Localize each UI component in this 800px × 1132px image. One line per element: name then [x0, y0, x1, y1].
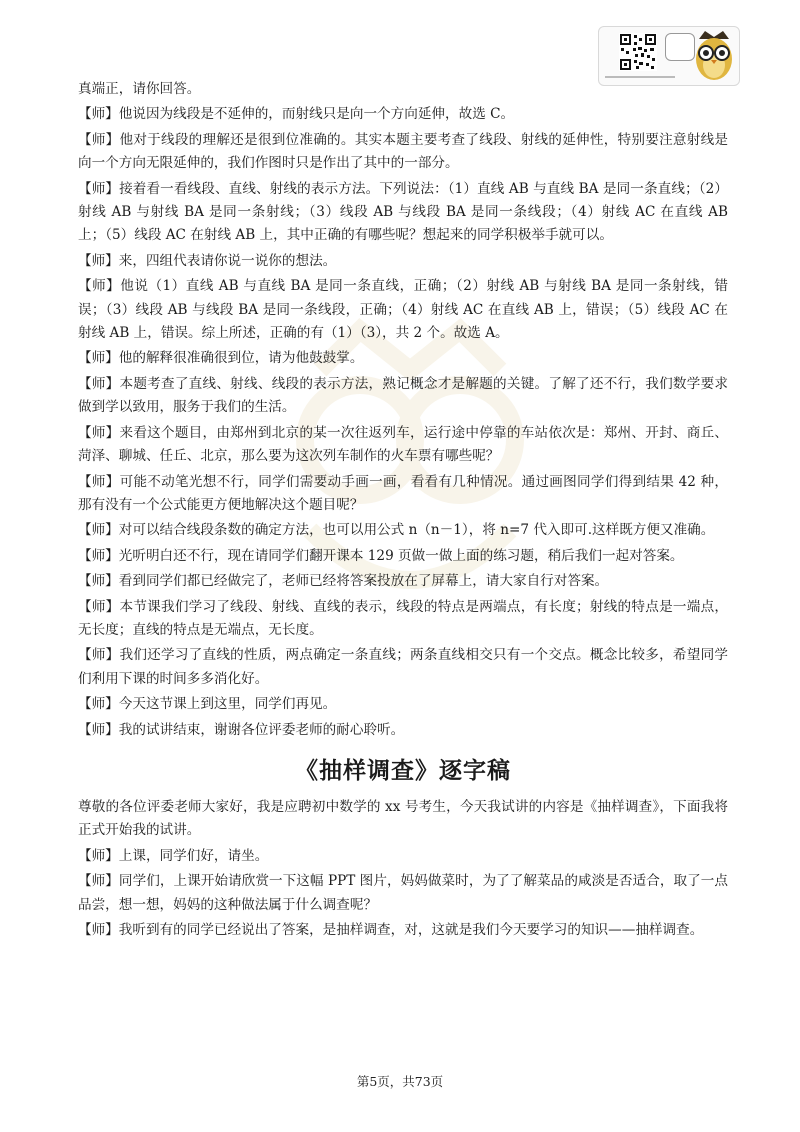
header-logo-badge [598, 26, 740, 86]
transcript-paragraph: 【师】看到同学们都已经做完了，老师已经将答案投放在了屏幕上，请大家自行对答案。 [78, 573, 609, 590]
section-title: 《抽样调查》逐字稿 [295, 757, 511, 784]
transcript-paragraph: 【师】他说因为线段是不延伸的，而射线只是向一个方向延伸，故选 C。 [78, 106, 515, 123]
transcript-paragraph: 【师】今天这节课上到这里，同学们再见。 [78, 696, 337, 713]
qr-code-icon [619, 33, 657, 71]
transcript-paragraph: 【师】上课，同学们好，请坐。 [78, 847, 269, 864]
transcript-paragraph: 【师】本题考查了直线、射线、线段的表示方法，熟记概念才是解题的关键。了解了还不行，我们数学要求做到学以致用，服务于我们的生活。 [78, 375, 728, 416]
transcript-paragraph: 【师】同学们，上课开始请欣赏一下这幅 PPT 图片，妈妈做菜时，为了了解菜品的咸淡是否适合，取了一点品尝，想一想，妈妈的这种做法属于什么调查呢？ [78, 873, 728, 913]
transcript-paragraph: 【师】接着看一看线段、直线、射线的表示方法。下列说法：（1）直线 AB 与直线 BA 是同一条直线；（2）射线 AB 与射线 BA 是同一条射线；（3）线段 AB 与线段 BA 是同一条线段；（4）射线 AC 在直线 AB 上；（5）线段 AC 在射线 AB 上，其中正确的有哪些呢？想起来的同学积极举手就可以。 [78, 180, 728, 244]
document-body [78, 78, 728, 944]
transcript-paragraph: 【师】他对于线段的理解还是很到位准确的。其实本题主要考查了线段、射线的延伸性，特别要注意射线是向一个方向无限延伸的，我们作图时只是作出了其中的一部分。 [78, 131, 728, 172]
transcript-paragraph: 【师】可能不动笔光想不行，同学们需要动手画一画，看看有几种情况。通过画图同学们得到结果 42 种，那有没有一个公式能更方便地解决这个题目呢？ [78, 473, 728, 513]
transcript-paragraph: 【师】他的解释很准确很到位，请为他鼓鼓掌。 [78, 350, 364, 367]
transcript-paragraph: 【师】本节课我们学习了线段、射线、直线的表示，线段的特点是两端点，有长度；射线的特点是一端点，无长度；直线的特点是无端点，无长度。 [78, 598, 728, 638]
transcript-paragraph: 【师】我的试讲结束，谢谢各位评委老师的耐心聆听。 [78, 721, 405, 738]
transcript-paragraph: 【师】来看这个题目，由郑州到北京的某一次往返列车，运行途中停靠的车站依次是：郑州、开封、商丘、菏泽、聊城、任丘、北京，那么要为这次列车制作的火车票有哪些呢？ [78, 424, 728, 465]
transcript-paragraph: 【师】光听明白还不行，现在请同学们翻开课本 129 页做一做上面的练习题，稍后我们一起对答案。 [78, 547, 684, 564]
transcript-paragraph: 【师】来，四组代表请你说一说你的想法。 [78, 252, 337, 269]
owl-mascot-icon [691, 29, 737, 83]
transcript-section-line-segments [78, 78, 728, 742]
transcript-paragraph: 【师】他说（1）直线 AB 与直线 BA 是同一条直线，正确；（2）射线 AB 与射线 BA 是同一条射线，错误；（3）线段 AB 与线段 BA 是同一条线段，正确；（4）射线 AC 在直线 AB 上，错误；（5）线段 AC 在射线 AB 上，错误。综上所述，正确的有（1）（3），共 2 个。故选 A。 [78, 278, 728, 342]
transcript-paragraph: 【师】我听到有的同学已经说出了答案，是抽样调查，对，这就是我们今天要学习的知识——抽样调查。 [78, 922, 704, 938]
transcript-paragraph: 【师】对可以结合线段条数的确定方法，也可以用公式 n（n－1），将 n=7 代入即可.这样既方便又准确。 [78, 522, 715, 539]
transcript-section-sampling-survey [78, 796, 728, 942]
transcript-paragraph: 【师】我们还学习了直线的性质，两点确定一条直线；两条直线相交只有一个交点。概念比较多，希望同学们利用下课的时间多多消化好。 [78, 647, 728, 687]
transcript-paragraph: 真端正，请你回答。 [78, 81, 201, 97]
transcript-paragraph: 尊敬的各位评委老师大家好，我是应聘初中数学的 xx 号考生，今天我试讲的内容是《抽样调查》，下面我将正式开始我的试讲。 [78, 798, 728, 839]
page-footer: 第5页，共73页 [356, 1074, 444, 1089]
